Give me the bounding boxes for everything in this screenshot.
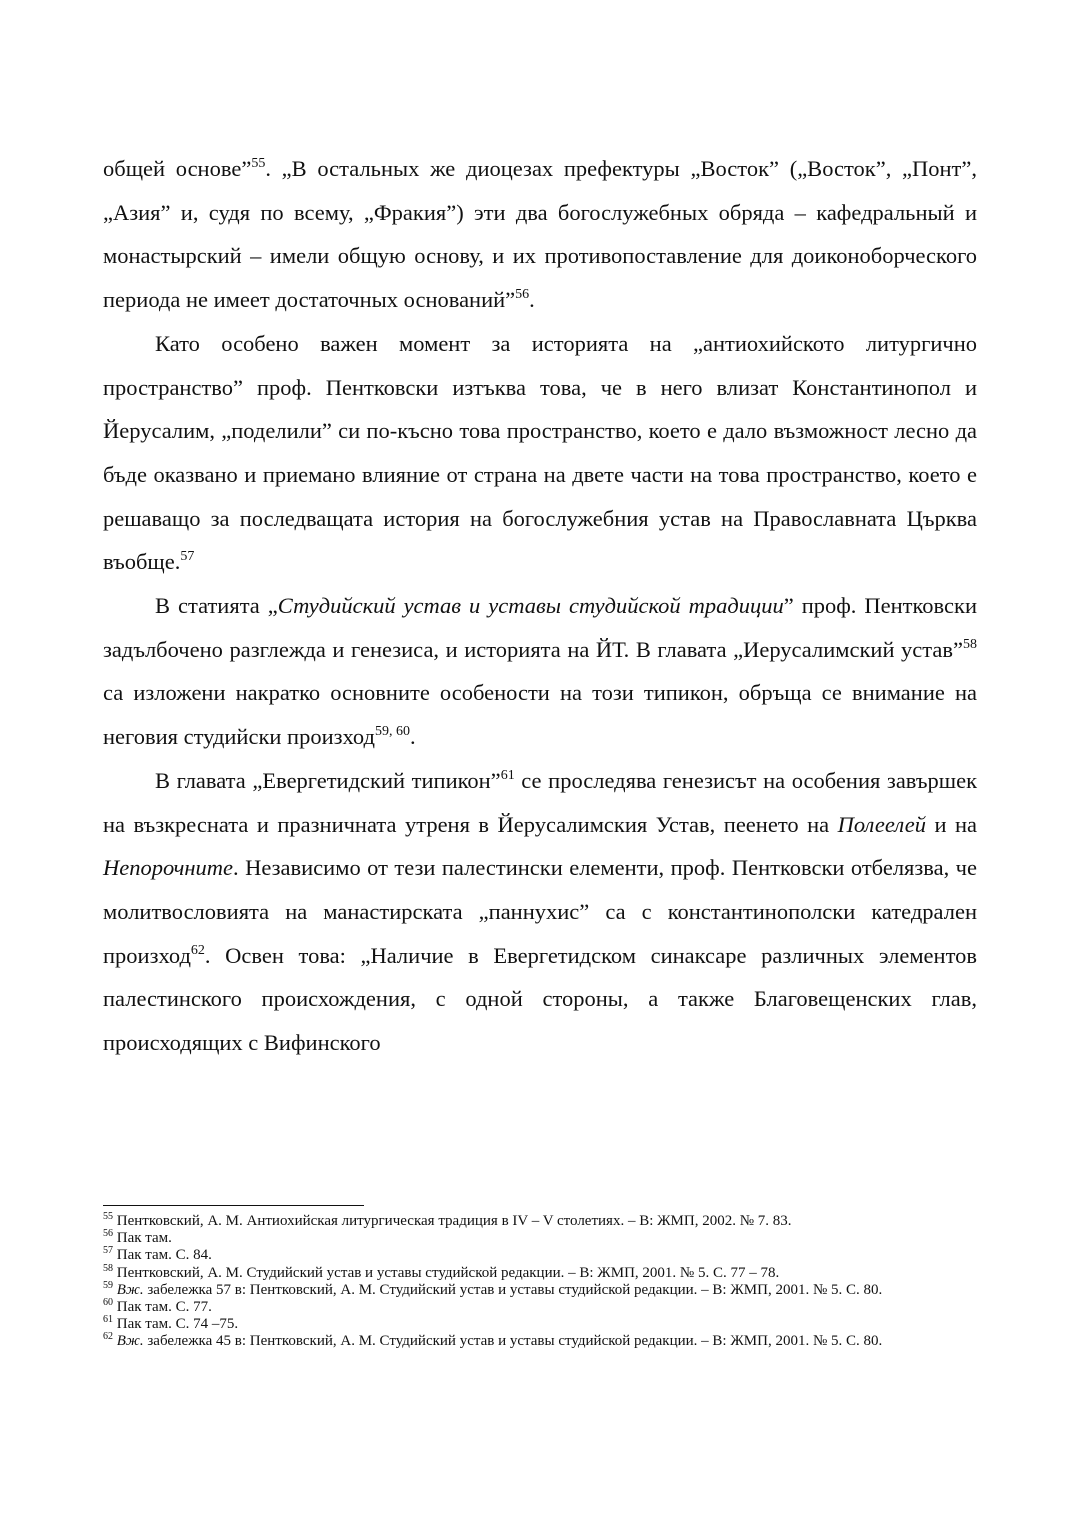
footnote-number: 56 [103,1228,113,1240]
footnote-ref-61[interactable]: 61 [500,767,515,783]
text-run: общей основе” [103,156,252,181]
footnotes-section [103,1205,977,1351]
footnote [103,1247,977,1264]
footnote [103,1299,977,1316]
paragraph-3 [103,584,977,759]
italic-term: Непорочните [103,855,234,881]
text-run: В главата „Евергетидский типикон” [155,767,501,793]
text-run: и на [925,811,977,837]
footnote-number: 61 [103,1314,113,1326]
footnote [103,1262,977,1282]
footnote-number: 60 [103,1297,113,1309]
footnote-text: Пак там. [116,1230,172,1247]
footnote-number: 55 [103,1211,113,1222]
footnote [103,1316,977,1333]
footnote [103,1213,977,1230]
text-run: се проследява генезисът на особения завършек на възкресната и празничната утреня в Йерусалимския Устав, пеенето на [103,767,977,837]
footnote-ref-56[interactable]: 56 [515,287,530,303]
footnote-text: Пак там. С. 74 –75. [116,1316,239,1333]
footnote-text: Пак там. С. 84. [116,1247,212,1264]
footnote [103,1279,977,1299]
footnote-number: 59 [103,1279,113,1291]
footnote-ref-55[interactable]: 55 [251,156,266,171]
footnote-text: Пак там. С. 77. [116,1299,212,1316]
footnote-prefix: Вж. [116,1333,144,1350]
footnote-number: 57 [103,1245,113,1257]
text-run: Като особено важен момент за историята на „антиохийското литургично пространство” проф. Пентковски изтъква това, че в него влизат Константинопол и Йерусалим, „поделили” си по-късно това пространство, което е дало възможност лесно да бъде оказвано и приемано влияние от страна на двете части на това пространство, което е решаващо за последващата история на богослужебния устав на Православната Църква въобще. [103,330,977,575]
text-run: . [409,724,416,750]
footnote [103,1333,977,1350]
paragraph-2 [103,322,977,584]
footnote-ref-59-60[interactable]: 59, 60 [374,724,410,740]
text-run: . Независимо от тези палестински елементи, проф. Пентковски отбелязва, че молитвословията на манастирската „паннухис” са с константинополски катедрален произход [103,855,977,968]
footnote-ref-58[interactable]: 58 [963,636,977,652]
footnote-text: Пентковский, А. М. Антиохийская литургическая традиция в IV – V столетиях. – В: ЖМП, 2002. № 7. 83. [116,1213,792,1229]
paragraph-1 [103,147,977,322]
footnote-ref-62[interactable]: 62 [190,942,205,958]
footnote-number: 62 [103,1331,113,1343]
text-run: са изложени накратко основните особености на този типикон, обръща се внимание на неговия студийски произход [103,680,977,750]
text-run: . „В остальных же диоцезах префектуры „Восток” („Восток”, „Понт”, „Азия” и, судя по всему, „Фракия”) эти два богослужебных обряда – кафедральный и монастырский – имели общую основу, и их противопоставление для доиконоборческого периода не имеет достаточных оснований” [103,156,977,313]
footnote-separator [103,1205,364,1206]
footnote-number: 58 [103,1262,113,1274]
article-title: Студийский устав и уставы студийской традиции [277,593,784,619]
text-run: В статията „ [155,593,278,619]
text-run: . [529,287,535,313]
text-run: ” проф. Пентковски задълбочено разглежда и генезиса, и историята на ЙТ. В главата „Иерусалимский устав” [103,593,978,662]
footnote [103,1230,977,1247]
main-text [103,147,977,1065]
footnote-text: Пентковский, А. М. Студийский устав и уставы студийской редакции. – В: ЖМП, 2001. № 5. С. 77 – 78. [116,1264,780,1281]
paragraph-4 [103,759,977,1065]
footnote-ref-57[interactable]: 57 [180,549,195,565]
footnote-text: забележка 45 в: Пентковский, А. М. Студийский устав и уставы студийской редакции. – В: ЖМП, 2001. № 5. С. 80. [143,1333,883,1350]
footnote-prefix: Вж. [116,1281,144,1298]
italic-term: Полеелей [837,811,926,837]
footnote-text: забележка 57 в: Пентковский, А. М. Студийский устав и уставы студийской редакции. – В: ЖМП, 2001. № 5. С. 80. [143,1281,883,1298]
text-run: . Освен това: „Наличие в Евергетидском синаксаре различных элементов палестинского происхождения, с одной стороны, а также Благовещенских глав, происходящих с Вифинского [103,942,977,1056]
